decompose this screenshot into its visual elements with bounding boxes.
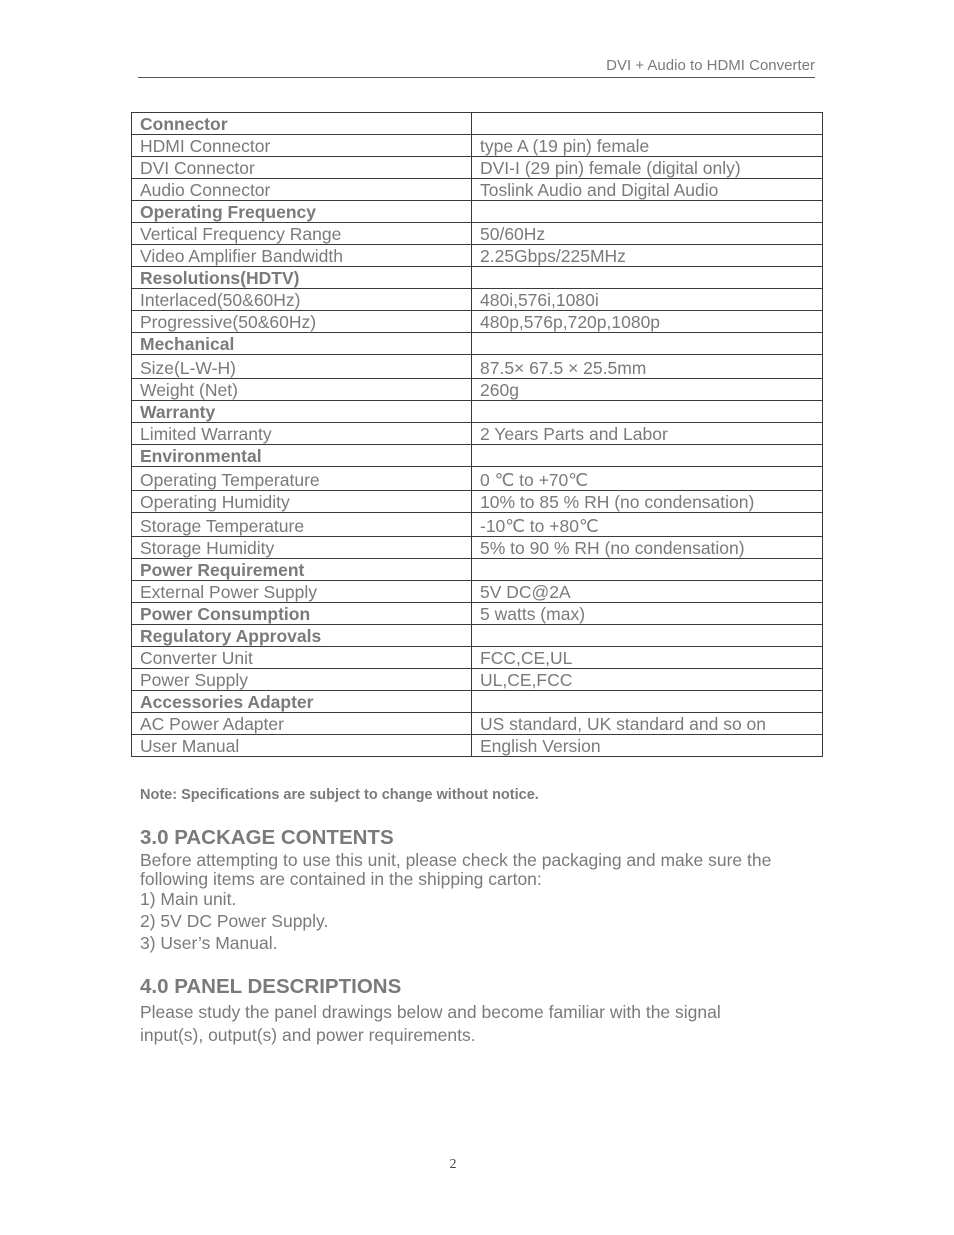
table-row [132,735,823,757]
spec-label-cell: DVI Connector [132,157,472,179]
package-contents-list [140,888,328,954]
package-contents-intro: Before attempting to use this unit, please check the packaging and make sure the following items are contained in the shipping carton: [140,850,772,889]
panel-descriptions-heading: 4.0 PANEL DESCRIPTIONS [140,975,402,998]
spec-label-cell: Converter Unit [132,647,472,669]
spec-label-cell: Operating Humidity [132,491,472,513]
table-section-row [132,445,823,467]
list-item: 1) Main unit. [140,889,237,909]
spec-label-cell: Operating Temperature [132,467,472,491]
spec-value-cell [472,113,823,135]
spec-value-cell: FCC,CE,UL [472,647,823,669]
specification-table [131,112,823,757]
table-row [132,135,823,157]
spec-value-cell: 480p,576p,720p,1080p [472,311,823,333]
table-row [132,379,823,401]
table-row [132,513,823,537]
table-row [132,289,823,311]
spec-label-cell: Power Consumption [132,603,472,625]
spec-label-cell: Limited Warranty [132,423,472,445]
table-section-row [132,333,823,355]
table-row [132,157,823,179]
document-title: DVI + Audio to HDMI Converter [606,57,815,74]
spec-value-cell: 10% to 85 % RH (no condensation) [472,491,823,513]
spec-value-cell [472,625,823,647]
spec-value-cell: US standard, UK standard and so on [472,713,823,735]
spec-label-cell: Resolutions(HDTV) [132,267,472,289]
table-row [132,179,823,201]
spec-value-cell: type A (19 pin) female [472,135,823,157]
table-section-row [132,603,823,625]
spec-value-cell: 5% to 90 % RH (no condensation) [472,537,823,559]
spec-label-cell: Size(L-W-H) [132,355,472,379]
spec-value-cell: UL,CE,FCC [472,669,823,691]
table-section-row [132,691,823,713]
table-row [132,245,823,267]
table-row [132,355,823,379]
spec-label-cell: Regulatory Approvals [132,625,472,647]
table-row [132,537,823,559]
spec-label-cell: Storage Humidity [132,537,472,559]
table-section-row [132,201,823,223]
list-item: 2) 5V DC Power Supply. [140,911,329,931]
spec-value-cell [472,559,823,581]
package-contents-heading: 3.0 PACKAGE CONTENTS [140,826,394,849]
spec-label-cell: Operating Frequency [132,201,472,223]
spec-label-cell: AC Power Adapter [132,713,472,735]
page-number: 2 [449,1157,457,1172]
spec-value-cell: DVI-I (29 pin) female (digital only) [472,157,823,179]
spec-label-cell: Storage Temperature [132,513,472,537]
spec-label-cell: Audio Connector [132,179,472,201]
table-row [132,423,823,445]
table-row [132,491,823,513]
spec-value-cell [472,201,823,223]
spec-value-cell [472,445,823,467]
spec-value-cell: 260g [472,379,823,401]
spec-label-cell: Weight (Net) [132,379,472,401]
table-row [132,713,823,735]
spec-label-cell: Progressive(50&60Hz) [132,311,472,333]
spec-value-cell [472,691,823,713]
list-item: 3) User’s Manual. [140,933,278,953]
spec-value-cell: -10℃ to +80℃ [472,513,823,537]
spec-label-cell: HDMI Connector [132,135,472,157]
spec-label-cell: Environmental [132,445,472,467]
spec-value-cell: 2.25Gbps/225MHz [472,245,823,267]
spec-value-cell: English Version [472,735,823,757]
spec-value-cell: 5 watts (max) [472,603,823,625]
table-row [132,669,823,691]
spec-label-cell: Mechanical [132,333,472,355]
spec-label-cell: Connector [132,113,472,135]
spec-value-cell: 2 Years Parts and Labor [472,423,823,445]
panel-descriptions-text: Please study the panel drawings below and become familiar with the signal input(s), output(s) and power requirements. [140,1002,721,1045]
spec-label-cell: Power Supply [132,669,472,691]
spec-label-cell: Interlaced(50&60Hz) [132,289,472,311]
table-section-row [132,267,823,289]
spec-value-cell: 480i,576i,1080i [472,289,823,311]
page-header [138,56,815,78]
table-row [132,467,823,491]
spec-value-cell [472,333,823,355]
spec-label-cell: Video Amplifier Bandwidth [132,245,472,267]
spec-value-cell: 50/60Hz [472,223,823,245]
spec-value-cell: 5V DC@2A [472,581,823,603]
spec-value-cell: 87.5× 67.5 × 25.5mm [472,355,823,379]
table-section-row [132,113,823,135]
table-section-row [132,625,823,647]
table-section-row [132,559,823,581]
spec-label-cell: Vertical Frequency Range [132,223,472,245]
spec-label-cell: External Power Supply [132,581,472,603]
table-row [132,647,823,669]
spec-value-cell [472,267,823,289]
spec-label-cell: User Manual [132,735,472,757]
spec-note: Note: Specifications are subject to change without notice. [140,787,539,803]
table-row [132,223,823,245]
table-row [132,311,823,333]
spec-value-cell [472,401,823,423]
spec-label-cell: Power Requirement [132,559,472,581]
table-row [132,581,823,603]
spec-label-cell: Accessories Adapter [132,691,472,713]
spec-value-cell: 0 ℃ to +70℃ [472,467,823,491]
spec-label-cell: Warranty [132,401,472,423]
spec-value-cell: Toslink Audio and Digital Audio [472,179,823,201]
table-section-row [132,401,823,423]
